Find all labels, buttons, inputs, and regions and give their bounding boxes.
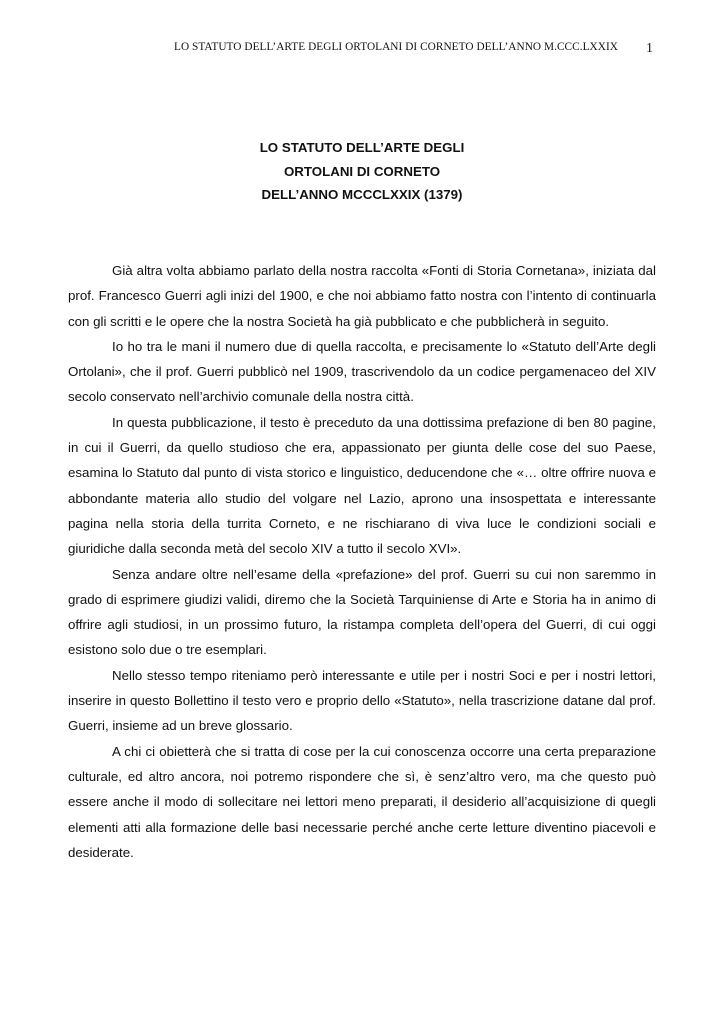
paragraph-2: Io ho tra le mani il numero due di quella raccolta, e precisamente lo «Statuto dell’Arte degli Ortolani», che il prof. Guerri pubblicò nel 1909, trascrivendolo da un codice pergamenaceo del XIV secolo conservato nell’archivio comunale della nostra città. xyxy=(68,338,656,405)
running-header: LO STATUTO DELL’ARTE DEGLI ORTOLANI DI CORNETO DELL’ANNO M.CCC.LXXIX xyxy=(174,41,618,53)
body-text xyxy=(68,258,656,865)
title-line-3: DELL’ANNO MCCCLXXIX (1379) xyxy=(261,187,463,202)
paragraph-6: A chi ci obietterà che si tratta di cose per la cui conoscenza occorre una certa preparazione culturale, ed altro ancora, noi potremo rispondere che sì, è senz’altro vero, ma che questo può essere anche il modo di sollecitare nei lettori meno preparati, il desiderio all’acquisizione di quegli elementi atti alla formazione delle basi necessarie perché anche certe letture diventino piacevoli e desiderate. xyxy=(68,743,656,860)
paragraph-5: Nello stesso tempo riteniamo però interessante e utile per i nostri Soci e per i nostri lettori, inserire in questo Bollettino il testo vero e proprio dello «Statuto», nella trascrizione datane dal prof. Guerri, insieme ad un breve glossario. xyxy=(68,667,656,734)
document-title xyxy=(0,136,724,207)
page-number: 1 xyxy=(646,41,653,56)
paragraph-4: Senza andare oltre nell’esame della «prefazione» del prof. Guerri su cui non saremmo in grado di esprimere giudizi validi, diremo che la Società Tarquiniense di Arte e Storia ha in animo di offrire agli studiosi, in un prossimo futuro, la ristampa completa dell’opera del Guerri, di cui oggi esistono solo due o tre esemplari. xyxy=(68,566,656,658)
title-line-1: LO STATUTO DELL’ARTE DEGLI xyxy=(259,140,465,155)
paragraph-1: Già altra volta abbiamo parlato della nostra raccolta «Fonti di Storia Cornetana», iniziata dal prof. Francesco Guerri agli inizi del 1900, e che noi abbiamo fatto nostra con l’intento di continuarla con gli scritti e le opere che la nostra Società ha già pubblicato e che pubblicherà in seguito. xyxy=(68,263,656,329)
title-line-2: ORTOLANI DI CORNETO xyxy=(283,163,441,179)
paragraph-3: In questa pubblicazione, il testo è preceduto da una dottissima prefazione di ben 80 pagine, in cui il Guerri, da quello studioso che era, appassionato per giunta delle cose del suo Paese, esamina lo Statuto dal punto di vista storico e linguistico, deducendone che «… oltre offrire nuova e abbondante materia allo studio del volgare nel Lazio, aprono una insospettata e interessante pagina nella storia della turrita Corneto, e ne rischiarano di viva luce le condizioni sociali e giuridiche dalla seconda metà del secolo XIV a tutto il secolo XVI». xyxy=(68,414,656,557)
